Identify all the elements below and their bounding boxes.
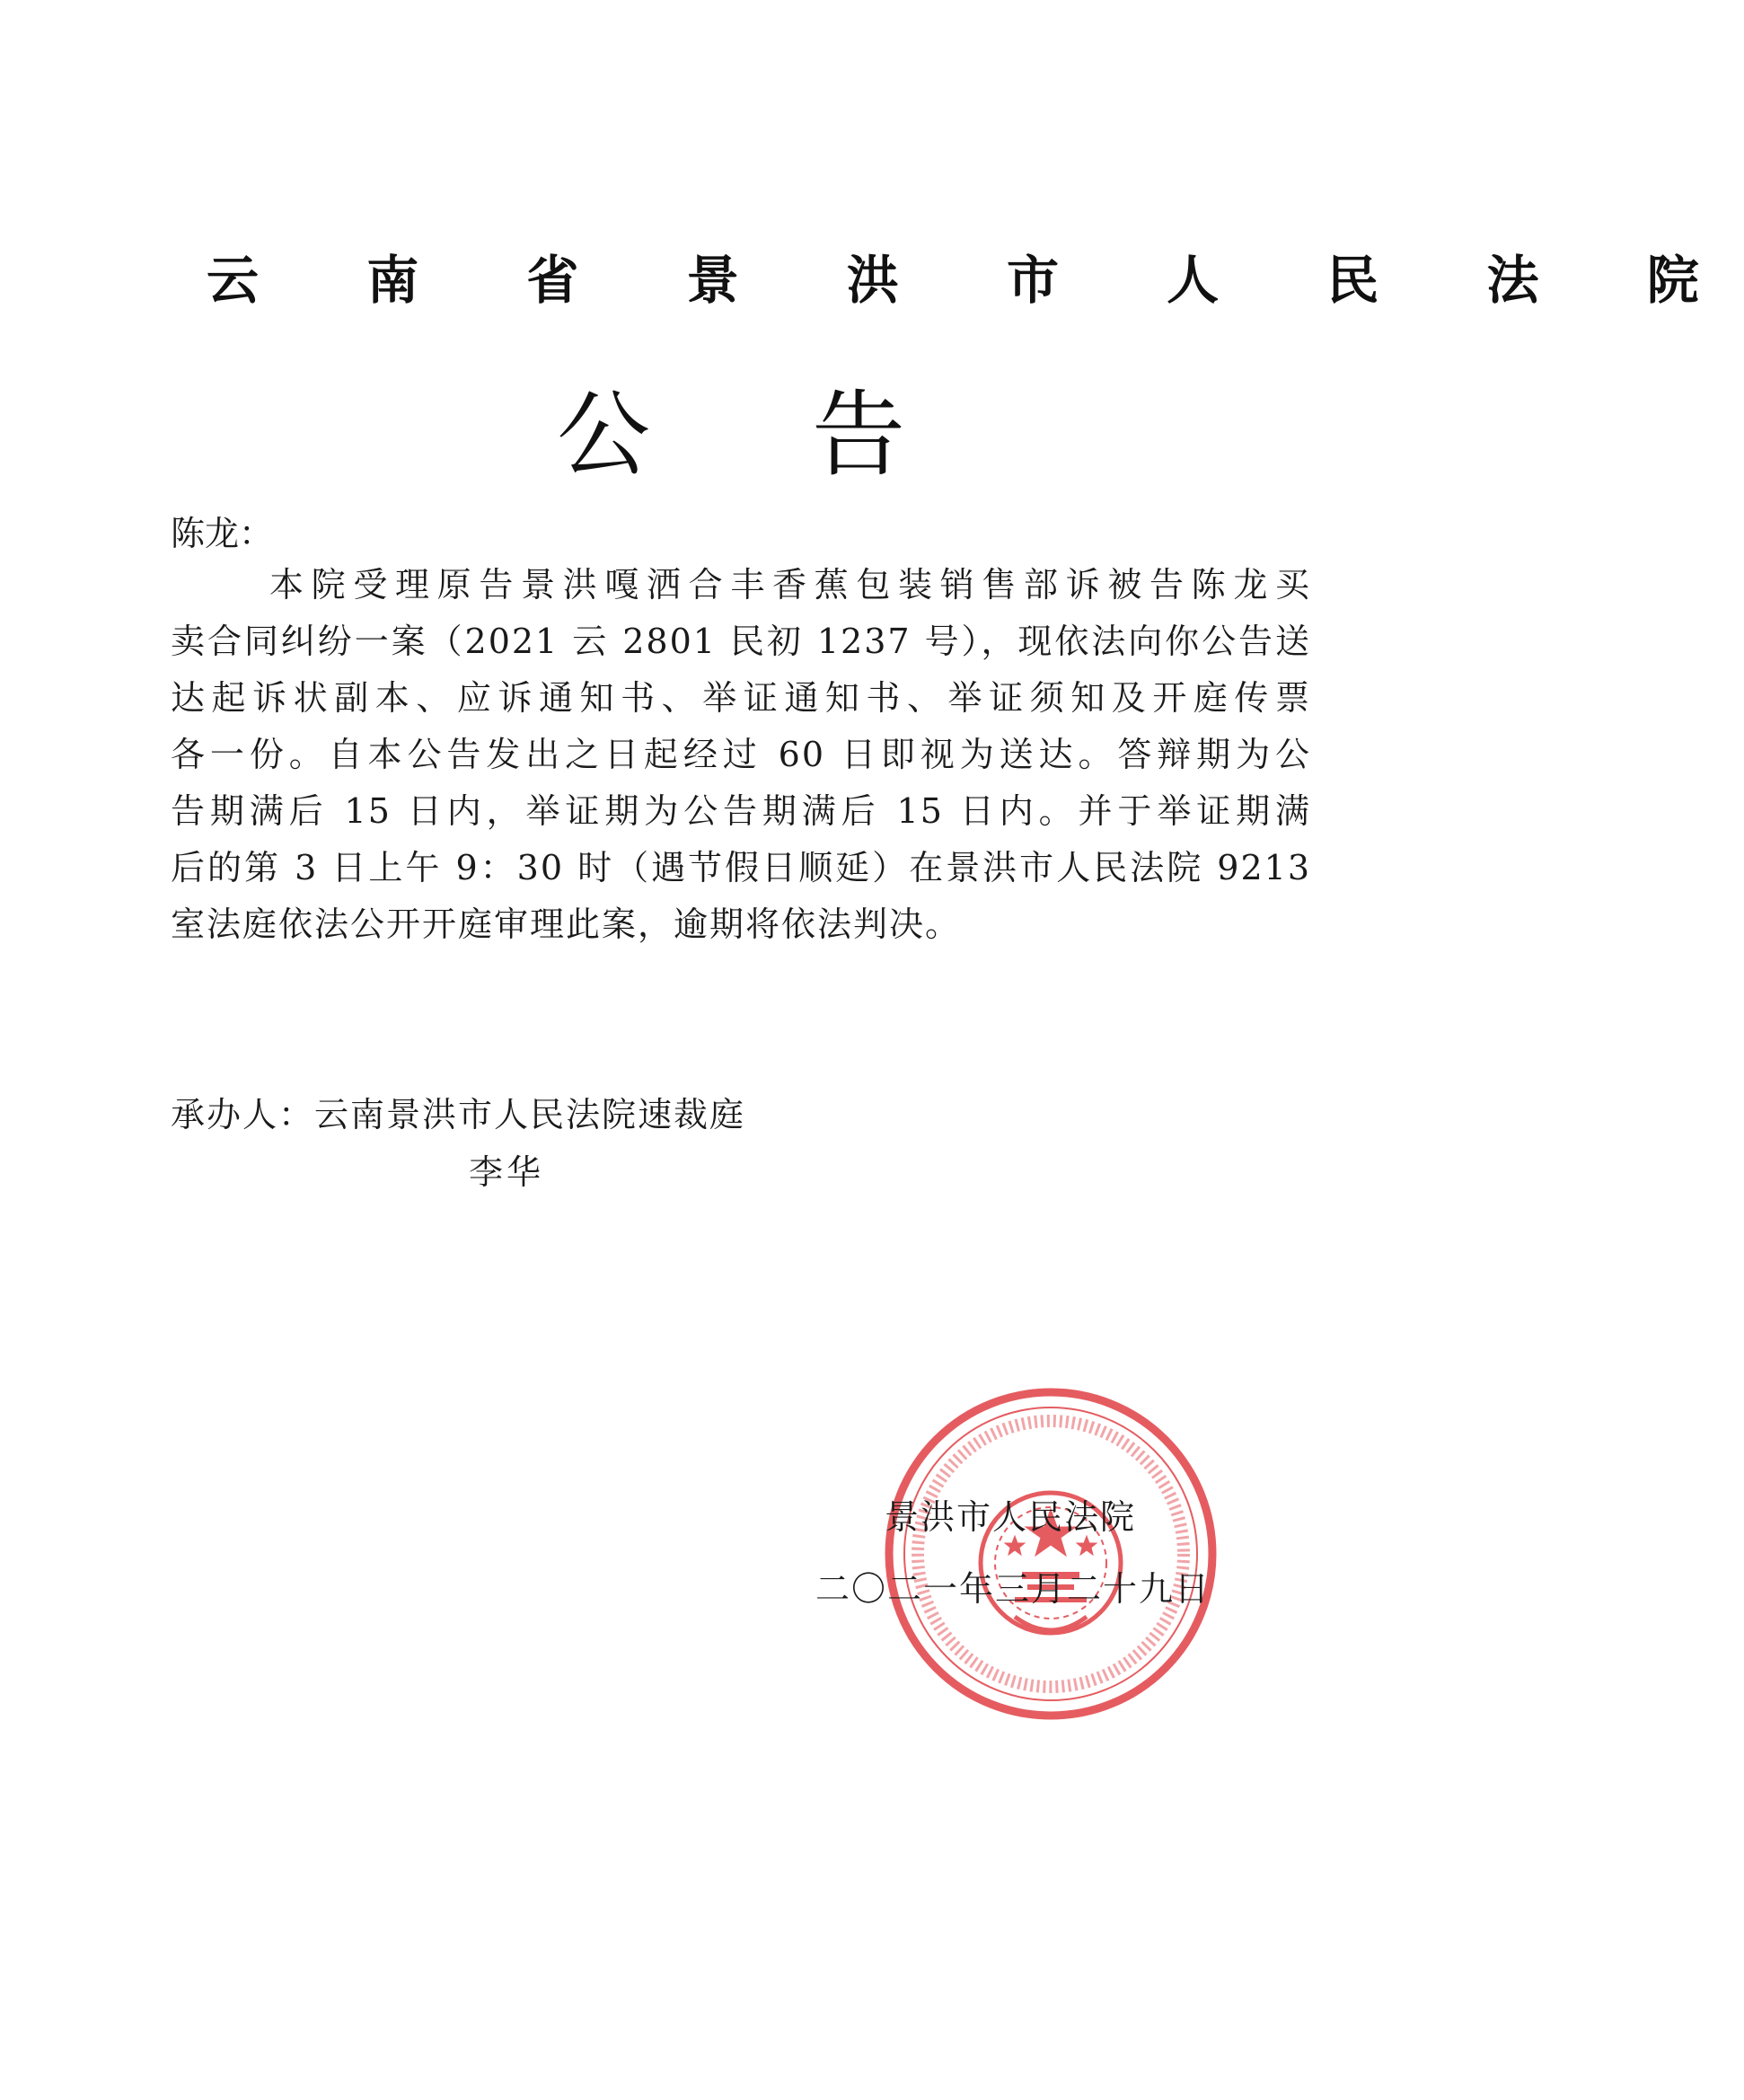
signing-court: 景洪市人民法院: [885, 1497, 1137, 1537]
body-line: 各一份。自本公告发出之日起经过 60 日即视为送达。答辩期为公: [171, 735, 1311, 774]
signing-date: 二〇二一年三月二十九日: [815, 1569, 1211, 1609]
court-seal-icon: [880, 1383, 1221, 1725]
body-line: 本院受理原告景洪嘎洒合丰香蕉包装销售部诉被告陈龙买: [269, 565, 1311, 604]
notice-title: 公告: [557, 380, 1068, 490]
body-line: 告期满后 15 日内，举证期为公告期满后 15 日内。并于举证期满: [171, 791, 1311, 831]
body-line: 卖合同纠纷一案（2021 云 2801 民初 1237 号），现依法向你公告送: [171, 622, 1311, 661]
court-name-heading: 云 南 省 景 洪 市 人 民 法 院: [207, 250, 1744, 311]
judge-name: 李华: [469, 1152, 545, 1192]
body-line: 达起诉状副本、应诉通知书、举证通知书、举证须知及开庭传票: [171, 678, 1311, 718]
body-line: 后的第 3 日上午 9：30 时（遇节假日顺延）在景洪市人民法院 9213: [171, 848, 1311, 887]
handler-label: 承办人：云南景洪市人民法院速裁庭: [171, 1095, 746, 1134]
notice-body: [171, 557, 1311, 953]
addressee: 陈龙：: [171, 514, 274, 553]
body-line: 室法庭依法公开开庭审理此案，逾期将依法判决。: [171, 904, 962, 944]
